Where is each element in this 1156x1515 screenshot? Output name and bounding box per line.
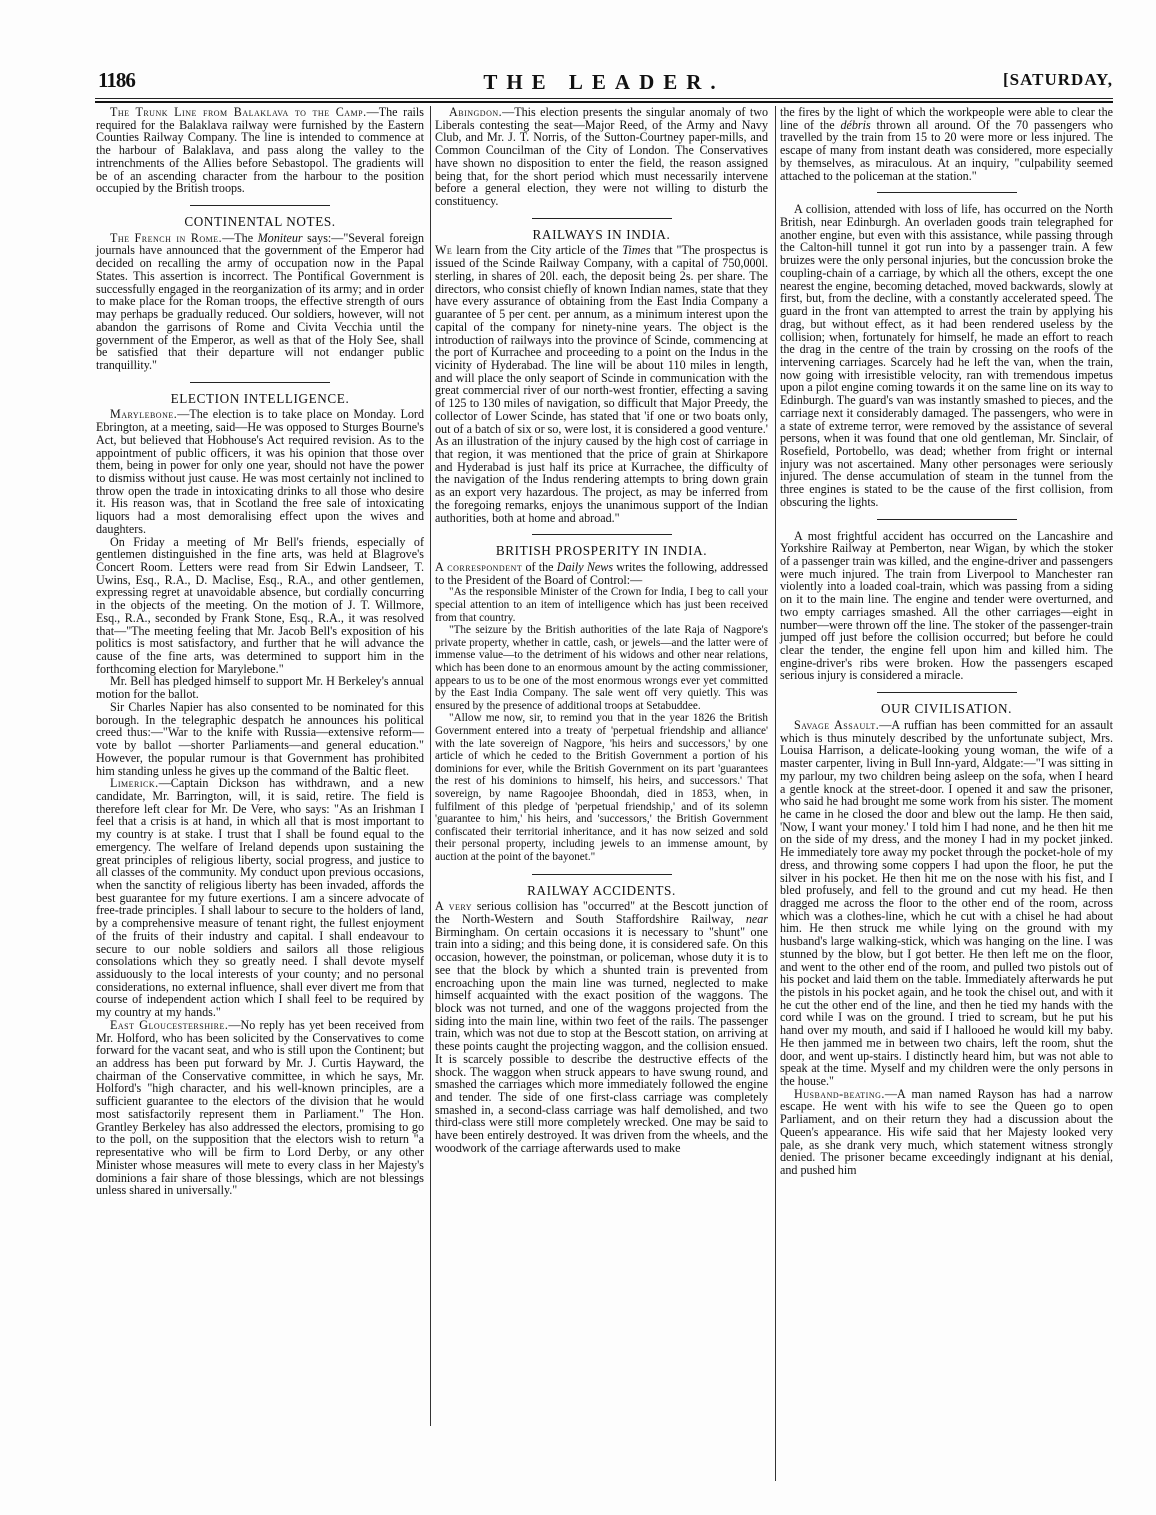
newspaper-title: THE LEADER. [483,70,725,94]
article-british-prosperity-intro [435,561,768,586]
section-divider [532,218,672,219]
article-lead: We [435,243,453,258]
article-limerick [96,777,424,1019]
article-lead: The French in Rome. [110,230,223,245]
article-body: serious collision has "occurred" at the Bescott junction of the North-Western and South Staffordshire Railway, [435,899,768,926]
page-number: 1186 [98,68,135,92]
article-body: writes the following, addressed to the President of the Board of Control:— [435,560,769,587]
article-lead: The Trunk Line from Balaklava to the Camp. [110,105,367,119]
letter-paragraph: "Allow me now, sir, to remind you that in the year 1826 the British Government entered into a treaty of 'perpetual friendship and alliance' with the late sovereign of Nagpore, 'his heirs and successors,' by one article of which he ceded to the British Government a portion of his dominions for ever, while the British Government on its part 'guarantees the rest of his dominions to himself, his heirs, and successors.' That sovereign, by name Ragoojee Bhoondah, died in 1853, when, in fulfilment of this pledge of 'perpetual friendship,' and of its solemn 'guarantee to him,' his heirs, and 'successors,' the British Government confiscated their territorial inheritance, and it has now seized and sold their personal property, including jewels to an immense amount, by auction at the point of the bayonet." [435,712,768,863]
issue-day: [SATURDAY, [1003,70,1113,89]
article-body: that "The prospectus is issued of the Scinde Railway Company, with a capital of 750,000l. sterling, in shares of 20l. each, the deposit being 2s. per share. The directors, who consist chiefly of known Indian names, state that they have every assurance of obtaining from the East India Company a guarantee of 5 per cent. per annum, as a minimum interest upon the capital of the company for ninety-nine years. The object is the introduction of railways into the province of Scinde, commencing at the port of Kurrachee and proceeding to a point on the Indus in the vicinity of Hyderabad. The line will be about 110 miles in length, and will place the only seaport of Scinde in communication with the great commercial river of our north-west frontier, effecting a saving of 125 to 130 miles of navigation, so difficult that Major Preedy, the collector of Lower Scinde, has stated that 'if one or two boats only, out of a batch of six or so, were lost, it is considered a good venture.' As an illustration of the injury caused by the high cost of carriage in that region, it was mentioned that the price of grain at Shirkapore and Hyderabad is just half its price at Kurrachee, the difficulty of the navigation of the Indus rendering attempts to bring down grain as an export very hazardous. The project, as may be inferred from the foregoing remarks, enjoys the unanimous support of the Indian authorities, both at home and abroad." [435,243,768,525]
article-north-british-collision: A collision, attended with loss of life, has occurred on the North British, near Edinburgh. An overladen goods train telegraphed for another engine, but even with this assistance, while passing through the Calton-hill tunnel it got run into by a passenger train. A few bruizes were the only personal injuries, but the concussion broke the coupling-chain of a carriage, by which all the others, except the one nearest the engine, becoming detached, moved backwards, slowly at first, but, from the decline, with a constantly accelerated speed. The guard in the front van attempted to arrest the train by applying his drag, but without effect, as it had been rendered useless by the collision; when, fortunately for himself, he made an effort to reach the drag in the centre of the train by crossing on the roofs of the intervening carriages. Scarcely had he left the van, when the train, now going with irresistible velocity, ran with tremendous impetus upon a pilot engine coming towards it on the same line on its way to Edinburgh. The guard's van was instantly smashed to pieces, and the carriage next it considerably damaged. The passengers, who were in a state of extreme terror, were removed by the assistance of several persons, when it was found that one old gentleman, Mr. Sinclair, of Rosefield, Portobello, was dead; whether from fright or internal injury was not ascertained. Many other personages were seriously injured. The dense accumulation of steam in the tunnel from the three engines is stated to be the cause of the first collision, from obscuring the lights. [780,202,1113,509]
section-heading-election-intelligence: ELECTION INTELLIGENCE. [170,390,350,406]
letter-paragraph: "As the responsible Minister of the Crown for India, I beg to call your special attention to an item of intelligence which has just been received from that country. [435,586,768,624]
article-body: Birmingham. On certain occasions it is necessary to "shunt" one train into a siding; and this being done, it is considered safe. On this occasion, however, the poinstman, or policeman, whose duty it is to see that the block by which a shunted train is prevented from encroaching upon the main line was turned, neglected to make himself acquainted with the exact position of the waggons. The block was not turned, and one of the waggons projected from the siding into the main line, within two feet of the rails. The passenger train, which was not due to stop at the Bescott station, on arriving at these points caught the projecting waggon, and the collision ensued. It is scarcely possible to describe the destructive effects of the shock. The waggon when struck appears to have swung round, and smashed the carriages which more immediately followed the engine and tender. The side of one first-class carriage was completely smashed in, a second-class carriage was half demolished, and two third-class were still more completely wrecked. One may be said to have been entirely destroyed. It was driven from the wheels, and the woodwork of the carriage afterwards used to make [435,924,768,1155]
article-body: Mr. Bell has pledged himself to support Mr. H Berkeley's annual motion for the ballot. [96,674,424,702]
article-lead: Savage Assault. [794,717,880,732]
article-lead: Husband-beating. [794,1086,885,1101]
article-savage-assault [780,719,1113,1088]
article-body: of the [522,560,557,574]
column-rule-left [430,106,431,1426]
article-body: the fires by the light of which the workpeople were able to clear the line of the [780,105,1113,132]
header-rule-thick [95,101,1113,103]
article-abingdon [435,106,768,208]
article-lead: Marylebone. [110,407,178,422]
article-lead: A very [435,899,473,914]
section-divider [532,534,672,535]
article-body: says:—"Several foreign journals have announced that the government of the Emperor had decided on recalling the army of occupation now in the Papal States. This assertion is incorrect. The Pontifical Government is successfully engaged in the reorganization of its army; and in order to make place for the Roman troops, the effective strength of ours may perhaps be gradually reduced. Our soldiers, however, will not abandon the garrisons of Rome and Civita Vecchia until the government of the Emperor, as well as that of the Holy See, shall be satisfied that their departure will not endanger public tranquillity." [96,230,424,372]
article-husband-beating [780,1088,1113,1177]
letter-paragraph: "The seizure by the British authorities of the late Raja of Nagpore's private property, whether in cattle, cash, or jewels—and the latter were of immense value—to the detriment of his widows and other near relations, which has been done to an enormous amount by the acting commissioner, appears to us to be one of the most enormous wrongs ever yet committed by the East India Company. The sale went off very quietly. This was ensured by the presence of additional troops at Setabuddee. [435,624,768,712]
section-divider [877,192,1017,193]
section-heading-railway-accidents: RAILWAY ACCIDENTS. [527,882,676,898]
article-body: —The [222,230,258,245]
article-lead: Limerick. [110,776,159,791]
section-divider [190,205,330,206]
article-bescott-collision [435,900,768,1154]
section-divider [877,519,1017,520]
publication-name: Moniteur [257,230,303,245]
section-heading-british-prosperity: BRITISH PROSPERITY IN INDIA. [495,543,708,559]
section-heading-our-civilisation: OUR CIVILISATION. [880,701,1013,717]
article-lead: Abingdon. [449,105,503,119]
article-bell-ballot [96,675,424,700]
article-east-gloucestershire [96,1019,424,1197]
article-pemberton-accident: A most frightful accident has occurred on the Lancashire and Yorkshire Railway at Pemberton, near Wigan, by which the stoker of a passenger train was killed, and the engine-driver and passengers were much injured. The train from Liverpool to Manchester ran violently into a loaded coal-train, which was passing from a siding on it to the main line. The engine and tender were overturned, and two empty carriages smashed. All the other carriages—eight in number—were thrown off the line. The stoker of the passenger-train jumped off just before the collision occurred; but before he could clear the tender, the engine fell upon him and killed him. The engine-driver's ribs were broken. How the passengers escaped serious injury is considered a miracle. [780,528,1113,683]
article-marylebone [96,408,424,535]
masthead [95,62,1113,102]
column-right [780,106,1113,1177]
section-divider [190,382,330,383]
column-left [96,106,424,1197]
article-bell-meeting [96,536,424,676]
header-rule-thin [95,98,1113,99]
section-heading-continental-notes: CONTINENTAL NOTES. [184,214,336,230]
letter-quote-block [435,586,768,863]
article-body: —The rails required for the Balaklava railway were furnished by the Eastern Counties Railway Company. The line is intended to commence at the harbour of Balaklava, and pass along the valley to the intrenchments of the Allies before Sebastopol. The gradients will be of an ascending character from the harbour to the position occupied by the British troops. [96,105,424,196]
article-body: Sir Charles Napier has also consented to be nominated for this borough. In the telegraphic despatch he announces his political creed thus:—"War to the knife with Russia—extensive reform—vote by ballot —shorter Parliaments—and general education." However, the popular rumour is that Government has prohibited him standing unless he gives up the command of the Baltic fleet. [96,699,424,778]
italic-word: débris [840,117,871,132]
article-body: —The election is to take place on Monday. Lord Ebrington, at a meeting, said—He was opposed to Sturges Bourne's Act, but believed that Hobhouse's Act required revision. As to the appointment of public officers, it was his opinion that those over them, being in power for only one year, should not have the power to dismiss without just cause. He was most certainly not inclined to throw open the trade in intoxicating drinks to all those who desire it. His reason was, that in Scotland the free sale of intoxicating liquors had a most demoralising effect upon the wives and daughters. [96,407,424,536]
article-body: On Friday a meeting of Mr Bell's friends, especially of gentlemen distinguished in the fine arts, was held at Blagrove's Concert Room. Letters were read from Sir Edwin Landseer, T. Uwins, Esq., R.A., D. Maclise, Esq., R.A., and other gentlemen, expressing regret at unavoidable absence, but cordially concurring in the objects of the meeting. On the motion of J. T. Willmore, Esq., R.A., seconded by Frank Stone, Esq., R.A., it was resolved that—"The meeting feeling that Mr. Jacob Bell's exposition of his politics is most satisfactory, and further that he will advance the cause of the fine arts, was determined to support him in the forthcoming election for Marylebone." [96,534,424,676]
article-body: —A ruffian has been committed for an assault which is thus minutely described by the unfortunate subject, Mrs. Louisa Harrison, a delicate-looking young woman, the wife of a master carpenter, living in Bull Inn-yard, Aldgate:—"I was sitting in my parlour, my two children being asleep on the sofa, when I heard a gentle knock at the street-door. I opened it and saw the prisoner, who said he had brought me some work from his sister. The moment he came in he closed the door and blew out the lamp. He then said, 'Now, I want your money.' I told him I had none, and he then hit me on the side of my dress, and the money I had in my pocket jinked. He immediately tore away my pocket through the pocket-hole of my dress, and throwing some coppers I had upon the floor, he put the silver in his pocket. He then hit me on the nose with his fist, and I bled profusely, and fell to the ground and cut my head. He then dragged me across the floor to the other end of the room, across which was a clothes-line, which he cut with a chisel he had about him. He then struck me while lying on the ground with my husband's large walking-stick, which was hanging on the line. I was stunned by the blow, but I got better. He then left me on the floor, and went to the other end of the room, and pulled two pistols out of his pocket and laid them on the table. Immediately afterwards he put the pistols in his pocket again, and he took the chisel out, and with it he cut the other end of the line, and then he tied my hands with the cord while I was on the ground. I tried to scream, but he put his hand over my mouth, and said if I hallooed he would kill my baby. He then jammed me in between two chairs, left the room, shut the door, and went up-stairs. I distinctly heard him, but was not able to speak at the time. Myself and my children were the only persons in the house." [780,717,1113,1089]
article-lead: East Gloucestershire. [110,1017,229,1032]
section-divider [532,874,672,875]
article-bescott-continued [780,106,1113,182]
article-body: —Captain Dickson has withdrawn, and a new candidate, Mr. Barrington, will, it is said, retire. The field is therefore left clear for Mr. De Vere, who says: "As an Irishman I feel that a crisis is at hand, in which all that is most important to my country is at stake. I trust that I shall be found equal to the emergency. The welfare of Ireland depends upon sustaining the great principles of religious liberty, social progress, and justice to all classes of the community. My conduct upon previous occasions, when the sanctity of religious liberty has been invaded, affords the best guarantee for my future exertions. I am a sincere advocate of free-trade principles. I shall labour to secure to the holders of land, by a comprehensive measure of tenant right, the fullest enjoyment of the fruits of their industry and capital. I shall endeavour to secure to our noble soldiers and sailors all those religious consolations which they so greatly need. I shall devote myself assiduously to the local interests of your county; and no personal considerations, no external influence, shall ever divert me from that course of independent action which I shall feel to be required by my country at my hands." [96,776,424,1020]
article-body: —No reply has yet been received from Mr. Holford, who has been solicited by the Conservatives to come forward for the vacant seat, and who is still upon the Continent; but an address has been put forward by Mr. J. Curtis Hayward, the chairman of the Conservative committee, in which he says, Mr. Holford's "high character, and his well-known principles, are a sufficient guarantee to the electors of the division that he would most satisfactorily represent them in Parliament." The Hon. Grantley Berkeley has also addressed the electors, promising to go to the poll, on the supposition that the electors wish to return "a representative who will be firm to Lord Derby, or any other Minister whose measures will mete to every class in her Majesty's dominions a fair share of those blessings, which are not blessings unless shared in universally." [96,1017,424,1198]
article-body: —This election presents the singular anomaly of two Liberals contesting the seat—Major Reed, of the Army and Navy Club, and Mr. J. T. Norris, of the Sutton-Courtney paper-mills, and Common Councilman of the City of London. The Conservatives have shown no disposition to enter the field, the reason assigned being that, for the short period which must necessarily intervene before a general election, they were not willing to disturb the constituency. [435,105,768,209]
publication-name: Daily News [556,560,614,574]
article-body: —A man named Rayson has had a narrow escape. He went with his wife to see the Queen go to open Parliament, and on their return they had a discussion about the Queen's appearance. His wife said that her Majesty looked very pale, as she drank very much, which statement witness strongly denied. The prisoner became exceedingly indignant at his denial, and pushed him [780,1086,1113,1178]
section-divider [877,692,1017,693]
article-french-in-rome [96,232,424,372]
article-railways-in-india [435,244,768,524]
column-middle [435,106,768,1155]
publication-name: Times [622,243,651,258]
section-heading-railways-in-india: RAILWAYS IN INDIA. [532,226,671,242]
article-trunk-line [96,106,424,195]
article-body: learn from the City article of the [452,243,623,258]
column-rule-right [775,106,776,1481]
article-body: thrown all around. Of the 70 passengers who travelled by the train from 15 to 20 were more or less injured. The escape of many from instant death was considered, more especially by themselves, as miraculous. At an inquiry, "culpability seemed attached to the policeman at the station." [780,117,1113,183]
article-lead: A correspondent [435,560,523,574]
article-napier [96,701,424,777]
italic-word: near [745,911,768,926]
